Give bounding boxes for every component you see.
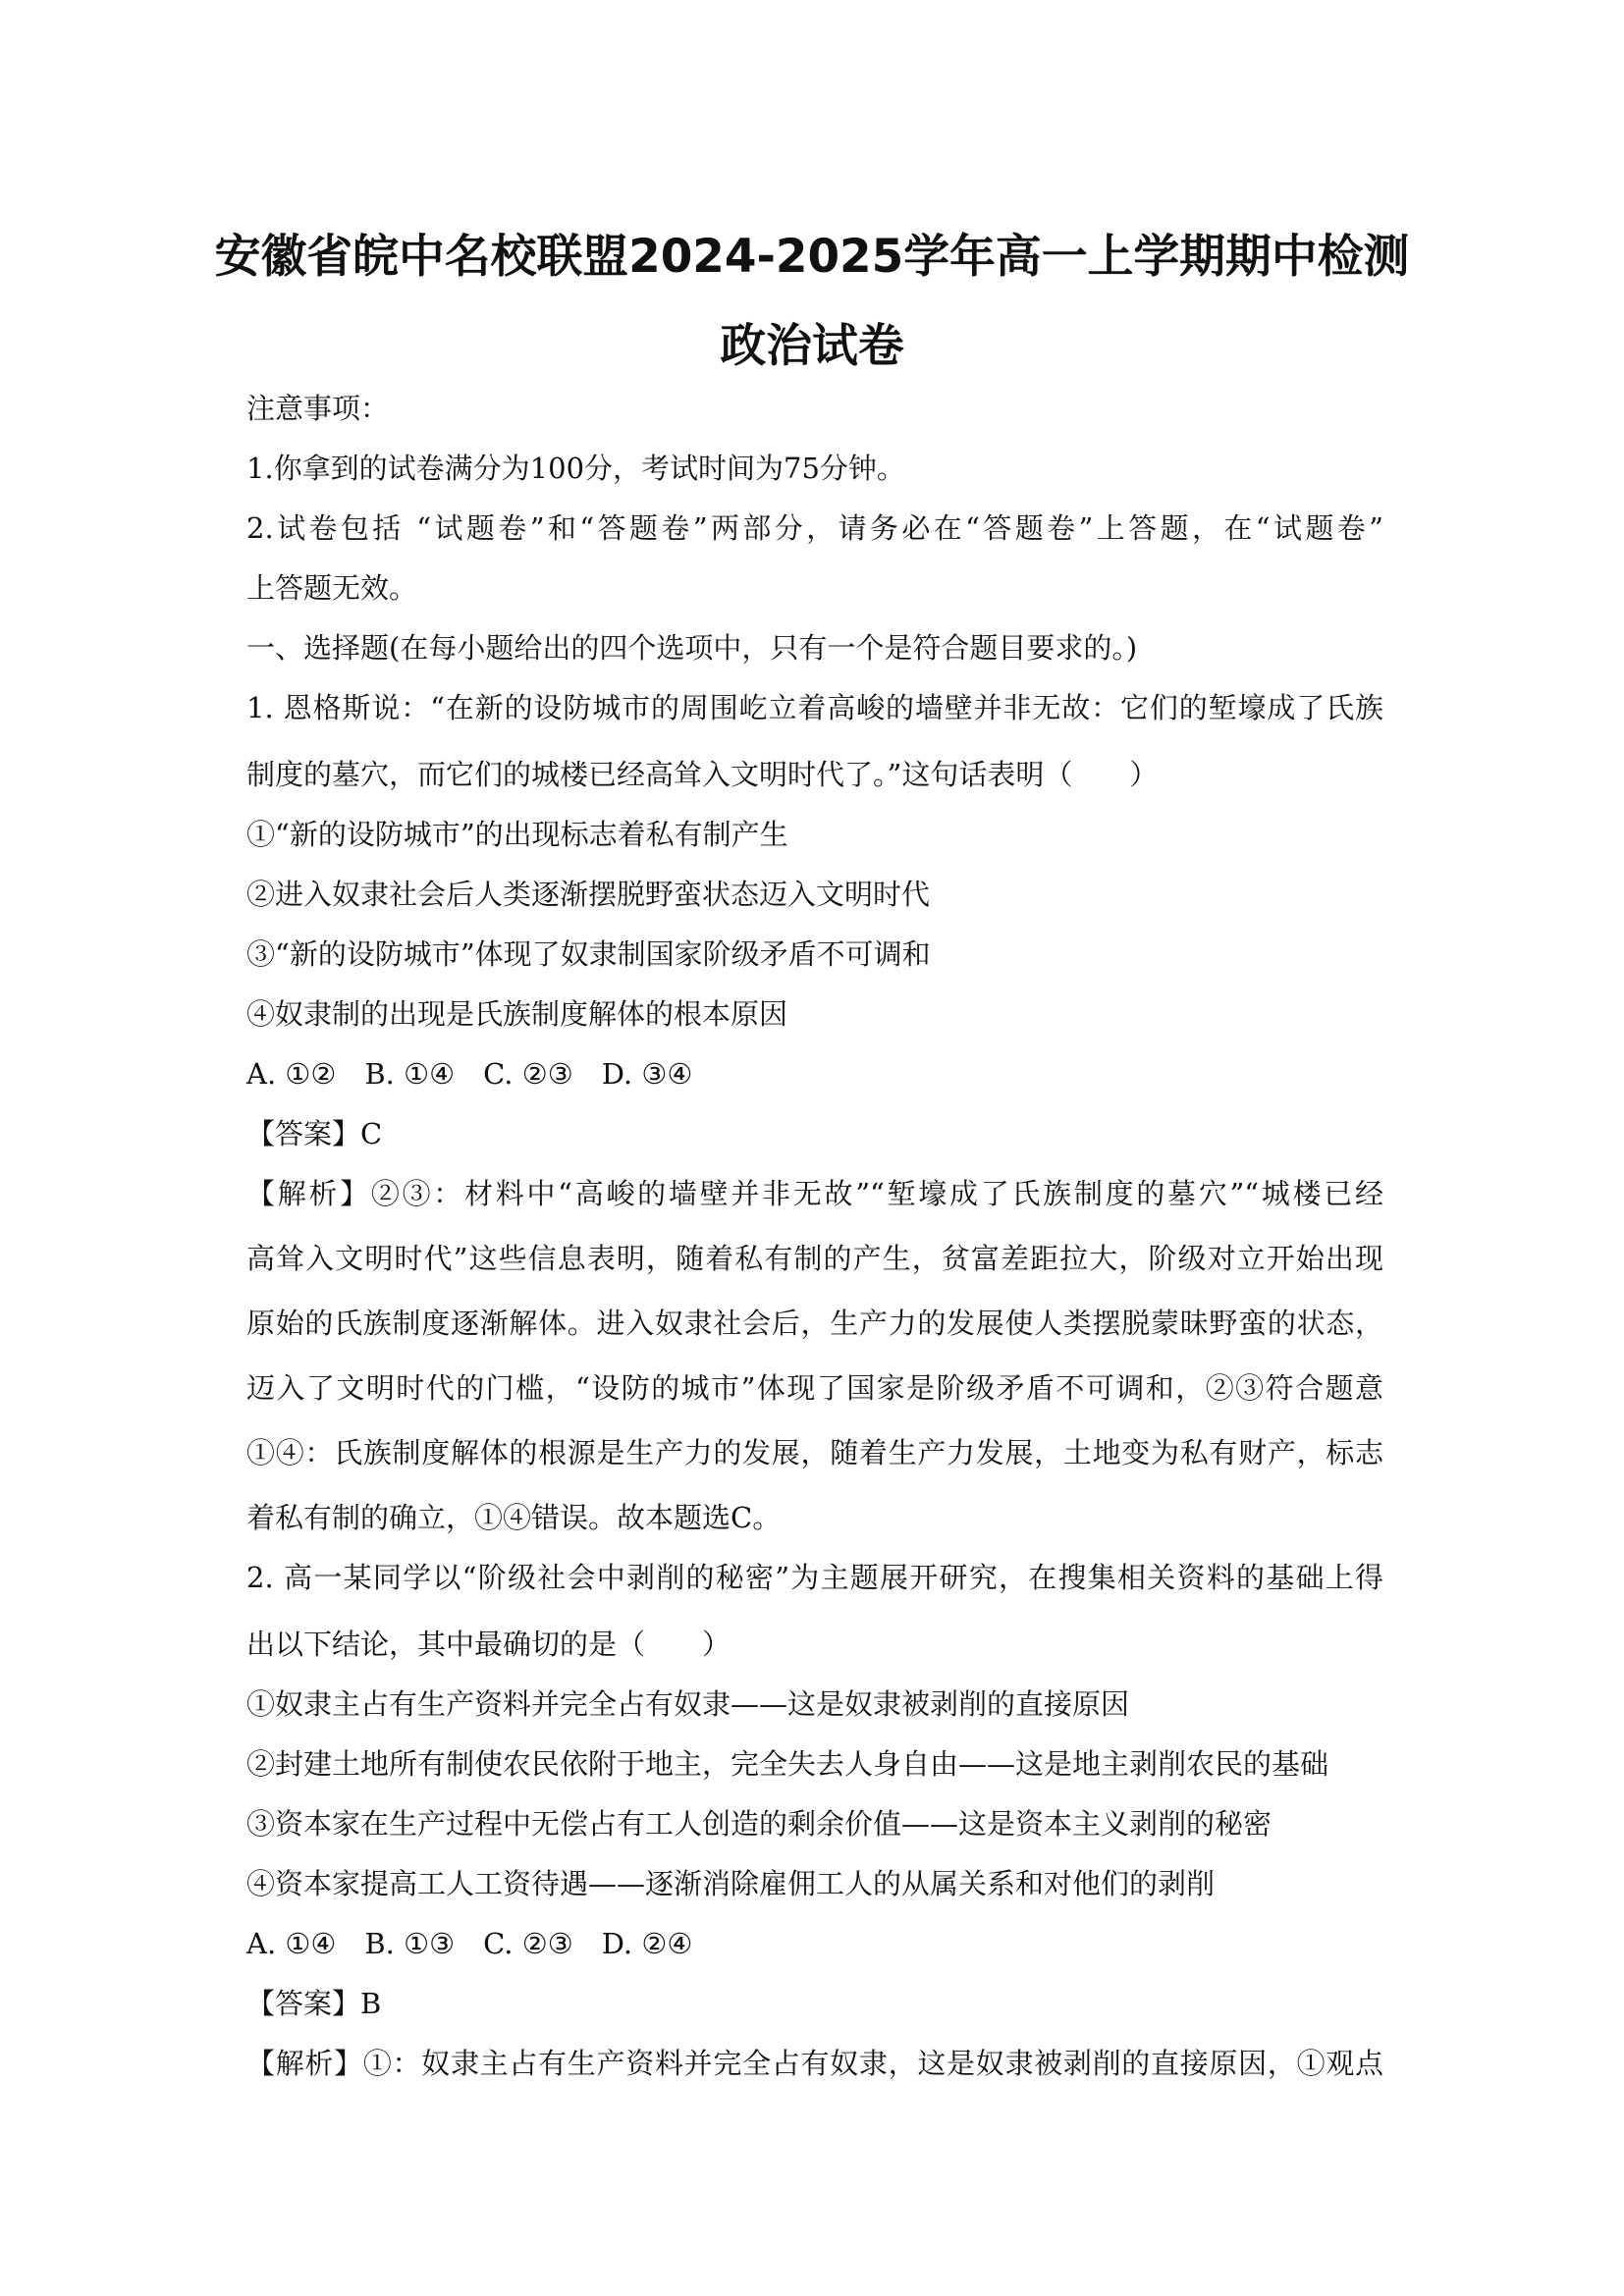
question-1-analysis-line-6: 着私有制的确立，①④错误。故本题选C。 bbox=[246, 1501, 782, 1534]
notes-heading: 注意事项： bbox=[246, 392, 390, 425]
section-heading: 一、选择题(在每小题给出的四个选项中，只有一个是符合题目要求的。) bbox=[246, 631, 1138, 665]
question-1-option-4: ④奴隶制的出现是氏族制度解体的根本原因 bbox=[246, 997, 788, 1031]
question-1-analysis-line-5: ①④：氏族制度解体的根源是生产力的发展，随着生产力发展，土地变为私有财产，标志 bbox=[246, 1436, 1383, 1469]
question-2-choices: A. ①④ B. ①③ C. ②③ D. ②④ bbox=[246, 1927, 693, 1960]
notes-item-2-line-2: 上答题无效。 bbox=[246, 571, 418, 605]
question-2-analysis-line-1: 【解析】①：奴隶主占有生产资料并完全占有奴隶，这是奴隶被剥削的直接原因，①观点 bbox=[246, 2047, 1383, 2080]
question-1-stem-line-1: 1. 恩格斯说：“在新的设防城市的周围屹立着高峻的墙壁并非无故：它们的堑壕成了氏族 bbox=[246, 691, 1383, 724]
question-2-stem-line-2: 出以下结论，其中最确切的是（ ） bbox=[246, 1628, 731, 1661]
question-1-analysis-line-4: 迈入了文明时代的门槛，“设防的城市”体现了国家是阶级矛盾不可调和，②③符合题意 bbox=[246, 1371, 1383, 1405]
question-1-option-3: ③“新的设防城市”体现了奴隶制国家阶级矛盾不可调和 bbox=[246, 937, 931, 971]
question-2-stem-line-1: 2. 高一某同学以“阶级社会中剥削的秘密”为主题展开研究，在搜集相关资料的基础上得 bbox=[246, 1561, 1383, 1594]
question-1-option-1: ①“新的设防城市”的出现标志着私有制产生 bbox=[246, 818, 788, 851]
question-1-analysis-line-2: 高耸入文明时代”这些信息表明，随着私有制的产生，贫富差距拉大，阶级对立开始出现 bbox=[246, 1242, 1383, 1275]
question-2-answer: 【答案】B bbox=[246, 1987, 382, 2020]
question-1-choices: A. ①② B. ①④ C. ②③ D. ③④ bbox=[246, 1057, 693, 1091]
question-2-option-1: ①奴隶主占有生产资料并完全占有奴隶——这是奴隶被剥削的直接原因 bbox=[246, 1687, 1130, 1721]
question-2-option-2: ②封建土地所有制使农民依附于地主，完全失去人身自由——这是地主剥削农民的基础 bbox=[246, 1747, 1329, 1781]
document-subtitle: 政治试卷 bbox=[720, 320, 904, 373]
notes-item-2-line-1: 2.试卷包括 “试题卷”和“答题卷”两部分，请务必在“答题卷”上答题，在“试题卷” bbox=[246, 511, 1383, 545]
question-2-option-4: ④资本家提高工人工资待遇——逐渐消除雇佣工人的从属关系和对他们的剥削 bbox=[246, 1867, 1216, 1900]
question-1-option-2: ②进入奴隶社会后人类逐渐摆脱野蛮状态迈入文明时代 bbox=[246, 878, 931, 911]
question-1-answer: 【答案】C bbox=[246, 1117, 383, 1150]
document-title: 安徽省皖中名校联盟2024-2025学年高一上学期期中检测 bbox=[214, 231, 1410, 284]
question-1-stem-line-2: 制度的墓穴，而它们的城楼已经高耸入文明时代了。”这句话表明（ ） bbox=[246, 758, 1159, 791]
notes-item-1: 1.你拿到的试卷满分为100分，考试时间为75分钟。 bbox=[246, 452, 905, 485]
question-1-analysis-line-3: 原始的氏族制度逐渐解体。进入奴隶社会后，生产力的发展使人类摆脱蒙昧野蛮的状态， bbox=[246, 1307, 1383, 1340]
question-1-analysis-line-1: 【解析】②③：材料中“高峻的墙壁并非无故”“堑壕成了氏族制度的墓穴”“城楼已经 bbox=[246, 1177, 1383, 1210]
question-2-option-3: ③资本家在生产过程中无偿占有工人创造的剩余价值——这是资本主义剥削的秘密 bbox=[246, 1807, 1272, 1841]
